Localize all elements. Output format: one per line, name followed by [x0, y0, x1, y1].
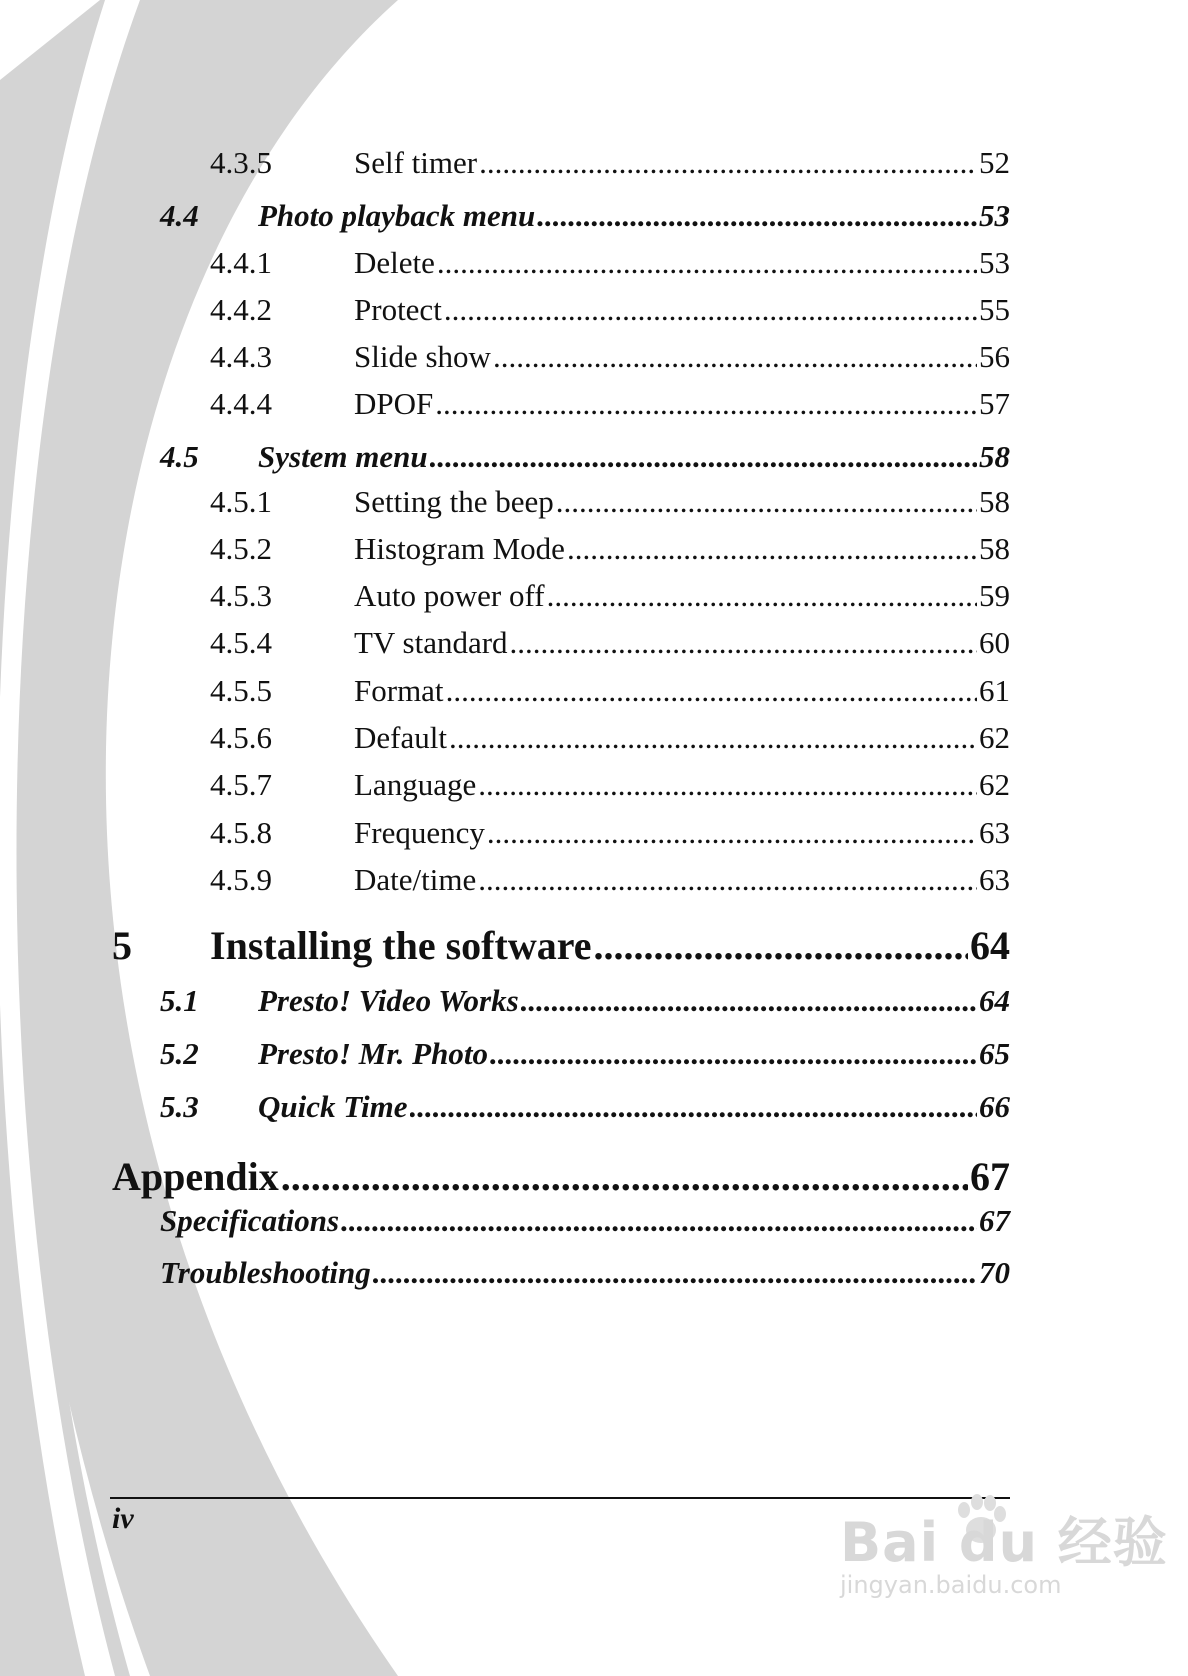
- toc-entry-leader: [556, 484, 977, 520]
- toc-entry-title: Default: [354, 720, 447, 755]
- toc-entry[interactable]: [210, 245, 1010, 281]
- toc-entry-number: 5.1: [160, 983, 199, 1018]
- toc-entry[interactable]: [210, 767, 1010, 803]
- toc-entry-leader: [537, 198, 977, 234]
- toc-entry-page: 63: [979, 815, 1010, 850]
- toc-entry-page: 55: [979, 292, 1010, 327]
- toc-entry-page: 65: [979, 1036, 1010, 1071]
- toc-entry-title: Presto! Video Works: [258, 983, 519, 1018]
- toc-entry-number: 5.3: [160, 1089, 199, 1124]
- toc-entry-title: DPOF: [354, 386, 434, 421]
- toc-entry[interactable]: [210, 339, 1010, 375]
- toc-entry-number: 4.5.3: [210, 578, 272, 613]
- toc-entry-leader: [449, 720, 977, 756]
- toc-entry-leader: [510, 625, 977, 661]
- toc-entry-title: Language: [354, 767, 477, 802]
- toc-entry-title: Slide show: [354, 339, 491, 374]
- toc-entry-number: 5.2: [160, 1036, 199, 1071]
- toc-entry-title: Delete: [354, 245, 435, 280]
- toc-entry-page: 64: [970, 923, 1010, 968]
- toc-entry-number: 4.4.1: [210, 245, 272, 280]
- toc-entry-number: 4.5.5: [210, 673, 272, 708]
- page-number: iv: [112, 1502, 134, 1535]
- toc-entry-leader: [281, 1153, 968, 1200]
- toc-entry-number: 4.4.4: [210, 386, 272, 421]
- toc-entry-leader: [444, 292, 977, 328]
- toc-entry[interactable]: [160, 1203, 1010, 1239]
- toc-entry[interactable]: [210, 145, 1010, 181]
- toc-entry-leader: [567, 531, 977, 567]
- toc-entry[interactable]: [112, 922, 1010, 969]
- toc-entry-page: 53: [979, 245, 1010, 280]
- toc-entry-leader: [490, 1036, 977, 1072]
- toc-entry[interactable]: [112, 1153, 1010, 1200]
- toc-entry[interactable]: [160, 1036, 1010, 1072]
- toc-entry[interactable]: [210, 484, 1010, 520]
- toc-entry-page: 61: [979, 673, 1010, 708]
- toc-entry-page: 62: [979, 767, 1010, 802]
- toc-entry-title: Quick Time: [258, 1089, 408, 1124]
- toc-entry-number: 4.5.7: [210, 767, 272, 802]
- toc-entry-number: 4.4.3: [210, 339, 272, 374]
- toc-entry-number: 4.5: [160, 439, 199, 474]
- toc-entry-number: 4.5.8: [210, 815, 272, 850]
- toc-entry-page: 63: [979, 862, 1010, 897]
- toc-entry-leader: [593, 922, 968, 969]
- toc-entry-title: Setting the beep: [354, 484, 554, 519]
- toc-entry-page: 64: [979, 983, 1010, 1018]
- toc-entry-leader: [435, 386, 977, 422]
- toc-entry-title: Troubleshooting: [160, 1255, 371, 1290]
- toc-entry-leader: [430, 439, 977, 475]
- toc-entry-leader: [373, 1255, 977, 1291]
- toc-entry[interactable]: [210, 862, 1010, 898]
- toc-entry-page: 67: [979, 1203, 1010, 1238]
- watermark-url: jingyan.baidu.com: [840, 1571, 1062, 1599]
- toc-entry-leader: [478, 862, 977, 898]
- toc-entry-title: Protect: [354, 292, 442, 327]
- toc-entry-leader: [479, 145, 977, 181]
- toc-entry-title: Appendix: [112, 1154, 279, 1199]
- toc-entry-title: Presto! Mr. Photo: [258, 1036, 488, 1071]
- baidu-watermark: [840, 1500, 1168, 1599]
- toc-entry[interactable]: [210, 625, 1010, 661]
- toc-entry-title: Frequency: [354, 815, 485, 850]
- toc-entry-leader: [493, 339, 977, 375]
- toc-entry-leader: [487, 815, 977, 851]
- toc-entry-page: 58: [979, 439, 1010, 474]
- toc-entry[interactable]: [210, 673, 1010, 709]
- toc-entry-leader: [410, 1089, 977, 1125]
- toc-entry-number: 4.4.2: [210, 292, 272, 327]
- toc-entry-leader: [478, 767, 977, 803]
- toc-entry-number: 4.3.5: [210, 145, 272, 180]
- toc-entry[interactable]: [210, 720, 1010, 756]
- toc-entry-page: 60: [979, 625, 1010, 660]
- toc-entry-title: Auto power off: [354, 578, 545, 613]
- toc-entry-title: TV standard: [354, 625, 508, 660]
- toc-entry-page: 56: [979, 339, 1010, 374]
- toc-entry-page: 59: [979, 578, 1010, 613]
- watermark-brand: Bai du 经验: [840, 1511, 1168, 1574]
- toc-entry-title: System menu: [258, 439, 428, 474]
- toc-entry[interactable]: [210, 815, 1010, 851]
- toc-entry-number: 4.5.4: [210, 625, 272, 660]
- toc-entry[interactable]: [160, 1255, 1010, 1291]
- toc-entry-leader: [521, 983, 977, 1019]
- toc-entry-title: Specifications: [160, 1203, 340, 1238]
- toc-entry-title: Photo playback menu: [258, 198, 536, 233]
- toc-entry[interactable]: [210, 386, 1010, 422]
- toc-entry-title: Histogram Mode: [354, 531, 565, 566]
- toc-entry-title: Self timer: [354, 145, 478, 180]
- toc-entry-leader: [547, 578, 977, 614]
- toc-entry-leader: [437, 245, 977, 281]
- toc-entry-page: 58: [979, 531, 1010, 566]
- toc-entry[interactable]: [160, 1089, 1010, 1125]
- toc-entry-page: 52: [979, 145, 1010, 180]
- toc-entry-number: 4.5.9: [210, 862, 272, 897]
- toc-entry-page: 62: [979, 720, 1010, 755]
- toc-entry-leader: [341, 1203, 977, 1239]
- toc-entry-page: 70: [979, 1255, 1010, 1290]
- toc-entry[interactable]: [210, 578, 1010, 614]
- toc-entry-number: 4.5.1: [210, 484, 272, 519]
- toc-entry-number: 5: [112, 923, 132, 968]
- toc-entry[interactable]: [210, 292, 1010, 328]
- toc-entry-page: 53: [979, 198, 1010, 233]
- toc-entry-number: 4.4: [160, 198, 199, 233]
- toc-entry-title: Date/time: [354, 862, 477, 897]
- toc-entry-title: Format: [354, 673, 444, 708]
- toc-entry-page: 67: [970, 1154, 1010, 1199]
- toc-entry-title: Installing the software: [210, 923, 592, 968]
- toc-entry-page: 66: [979, 1089, 1010, 1124]
- toc-entry-page: 58: [979, 484, 1010, 519]
- toc-entry[interactable]: [160, 983, 1010, 1019]
- toc-entry[interactable]: [160, 198, 1010, 234]
- toc-entry[interactable]: [210, 531, 1010, 567]
- toc-entry-number: 4.5.6: [210, 720, 272, 755]
- toc-entry-leader: [446, 673, 977, 709]
- toc-entry[interactable]: [160, 439, 1010, 475]
- footer-rule: [110, 1497, 1010, 1499]
- toc-entry-page: 57: [979, 386, 1010, 421]
- toc-entry-number: 4.5.2: [210, 531, 272, 566]
